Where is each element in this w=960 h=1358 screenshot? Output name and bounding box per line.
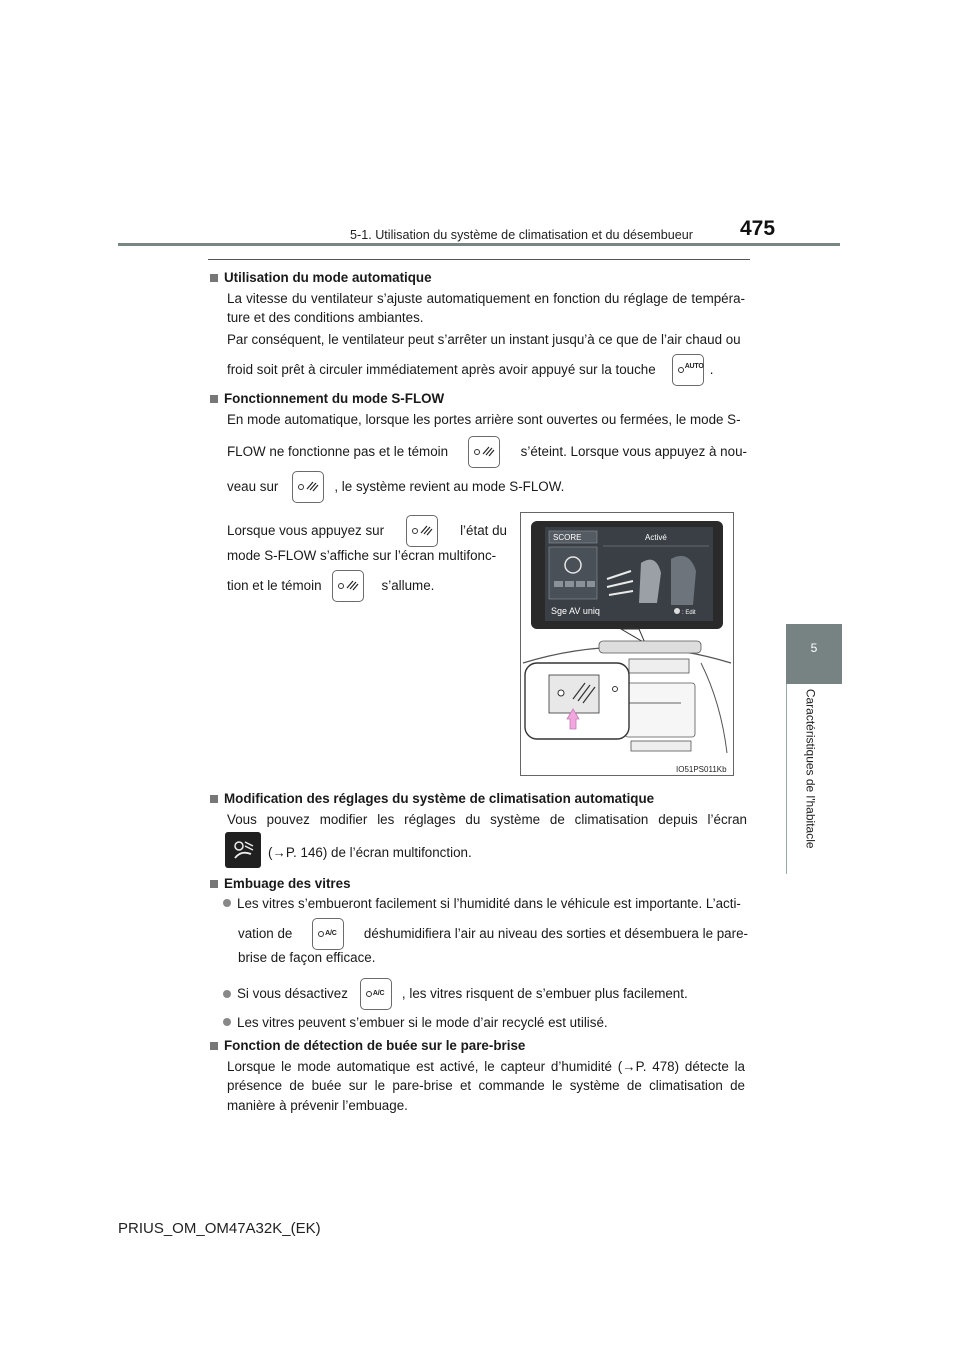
fog-bullet-2: Si vous désactivez A/C , les vitres risquent de s’embuer plus facilement. xyxy=(223,978,688,1010)
auto-mode-text-2b: froid soit prêt à circuler immédiatement après avoir appuyé sur la touche AUTO . xyxy=(227,354,757,386)
heading-auto-mode: Utilisation du mode automatique xyxy=(210,268,432,287)
header-rule xyxy=(118,243,840,246)
sflow-line-5: mode S-FLOW s’affiche sur l’écran multifonc- xyxy=(227,548,497,563)
modify-line-2: (→P. 146) de l’écran multifonction. xyxy=(268,845,472,860)
ac-button-icon xyxy=(312,918,344,950)
auto-mode-text-2a: Par conséquent, le ventilateur peut s’arrêter un instant jusqu’à ce que de l’air chaud ou xyxy=(227,332,741,347)
sflow-line-2: FLOW ne fonctionne pas et le témoin s’éteint. Lorsque vous appuyez à nou- xyxy=(227,436,747,468)
round-bullet-icon xyxy=(223,899,231,907)
doc-code: PRIUS_OM_OM47A32K_(EK) xyxy=(118,1220,321,1237)
ac-button-icon xyxy=(360,978,392,1010)
detect-text: Lorsque le mode automatique est activé, le capteur d’humidité (→P. 478) détecte la présence de buée sur le pare-brise et commande le système de climatisation de manière à prévenir l’embuage. xyxy=(227,1059,745,1113)
sflow-button-icon xyxy=(406,515,438,547)
ac-caption: A/C xyxy=(325,930,337,937)
ac-caption: A/C xyxy=(372,990,385,997)
square-bullet-icon xyxy=(210,795,218,803)
chapter-divider xyxy=(786,684,787,874)
sflow-line-6: tion et le témoin s’allume. xyxy=(227,570,434,602)
sflow-button-icon xyxy=(292,471,324,503)
round-bullet-icon xyxy=(223,1018,231,1026)
page-number: 475 xyxy=(740,217,776,240)
sflow-line-1: En mode automatique, lorsque les portes arrière sont ouvertes ou fermées, le mode S- xyxy=(227,412,741,427)
heading-modify: Modification des réglages du système de climatisation automatique xyxy=(210,789,654,808)
square-bullet-icon xyxy=(210,274,218,282)
screen-status: Activé xyxy=(645,533,667,542)
square-bullet-icon xyxy=(210,1042,218,1050)
sflow-line-3: veau sur , le système revient au mode S-FLOW. xyxy=(227,471,564,503)
round-bullet-icon xyxy=(223,990,231,998)
sflow-indicator-icon xyxy=(332,570,364,602)
fog-bullet-1-line-2: vation de A/C déshumidifiera l’air au niveau des sorties et désembuera le pare- xyxy=(238,918,748,950)
screen-mode: Sge AV uniq xyxy=(551,606,600,616)
screen-edit: : Edit xyxy=(682,610,696,616)
heading-sflow: Fonctionnement du mode S-FLOW xyxy=(210,389,444,408)
fog-bullet-3: Les vitres peuvent s’embuer si le mode d’air recyclé est utilisé. xyxy=(223,1013,749,1032)
chapter-number: 5 xyxy=(810,641,818,655)
content-rule xyxy=(208,259,750,260)
climate-screen-icon xyxy=(225,832,261,868)
screen-score: SCORE xyxy=(553,533,582,542)
heading-fog: Embuage des vitres xyxy=(210,874,351,893)
auto-caption: AUTO xyxy=(684,363,704,370)
auto-mode-text-1: La vitesse du ventilateur s’ajuste automatiquement en fonction du réglage de tempéra-ture et des conditions ambiantes. xyxy=(227,291,745,326)
fog-bullet-1: Les vitres s’embueront facilement si l’humidité dans le véhicule est importante. L’acti- xyxy=(223,894,749,913)
illustration-code: IO51PS011Kb xyxy=(676,765,727,774)
auto-button-icon xyxy=(672,354,704,386)
dashboard-illustration xyxy=(520,512,734,776)
modify-line-1: Vous pouvez modifier les réglages du système de climatisation depuis l’écran xyxy=(227,812,747,827)
square-bullet-icon xyxy=(210,395,218,403)
sflow-indicator-icon xyxy=(468,436,500,468)
fog-bullet-1-line-3: brise de façon efficace. xyxy=(238,950,376,965)
sflow-line-4: Lorsque vous appuyez sur l’état du xyxy=(227,515,507,547)
square-bullet-icon xyxy=(210,880,218,888)
section-title: 5-1. Utilisation du système de climatisation et du désembueur xyxy=(350,228,694,242)
chapter-label: Caractéristiques de l'habitacle xyxy=(803,688,818,849)
heading-detect: Fonction de détection de buée sur le pare-brise xyxy=(210,1036,525,1055)
